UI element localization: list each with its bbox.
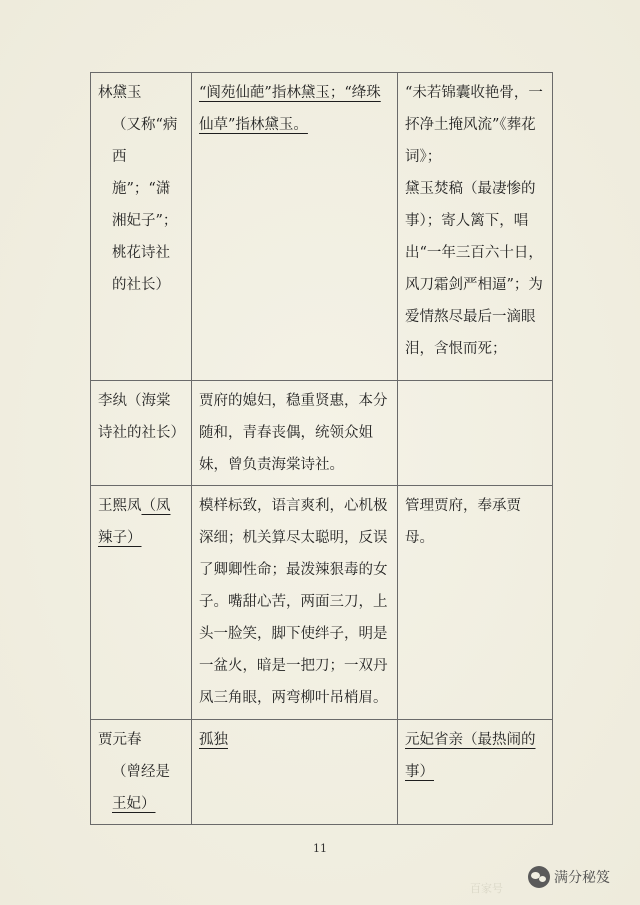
deeds-cell [398, 486, 553, 720]
deeds-text: 黛玉焚稿（最凄惨的事）；寄人篱下，唱出“一年三百六十日，风刀霜剑严相逼”；为爱情熬尽最后一滴眼泪，含恨而死； [405, 181, 543, 357]
character-cell [91, 720, 192, 825]
character-name: 李纨（海棠诗社的社长） [98, 393, 185, 441]
character-cell [91, 381, 192, 486]
deeds-text: 管理贾府，奉承贾母。 [405, 498, 521, 546]
table-row [91, 73, 553, 381]
deeds-text: 元妃省亲（最热闹的事） [405, 732, 536, 780]
traits-cell [192, 720, 398, 825]
traits-text: “阆苑仙葩”指林黛玉；“绛珠仙草”指林黛玉。 [199, 85, 381, 133]
character-alias: （又称“病西施”；“潇湘妃子”；桃花诗社的社长） [112, 117, 178, 293]
character-cell [91, 486, 192, 720]
table-row [91, 486, 553, 720]
deeds-text: “未若锦囊收艳骨，一抔净土掩风流”《葬花词》； [405, 85, 543, 165]
character-cell [91, 73, 192, 381]
faint-watermark: 百家号 [470, 882, 503, 895]
traits-text: 模样标致，语言爽利，心机极深细；机关算尽太聪明，反误了卿卿性命；最泼辣狠毒的女子。嘴甜心苦，两面三刀，上头一脸笑，脚下使绊子，明是一盆火，暗是一把刀；一双丹凤三角眼，两弯柳叶吊梢眉。 [199, 498, 388, 706]
traits-text: 贾府的媳妇，稳重贤惠，本分随和，青春丧偶，统领众姐妹，曾负责海棠诗社。 [199, 393, 388, 473]
character-table [90, 72, 553, 825]
traits-cell [192, 381, 398, 486]
traits-cell [192, 73, 398, 381]
table-row [91, 381, 553, 486]
character-alias: （凤辣子） [98, 498, 171, 546]
wechat-icon [528, 866, 550, 888]
character-alias: （曾经是 [112, 764, 170, 780]
character-name: 贾元春 [98, 732, 142, 748]
character-name: 王熙凤 [98, 498, 142, 514]
deeds-cell [398, 720, 553, 825]
deeds-cell [398, 381, 553, 486]
character-name: 林黛玉 [98, 85, 142, 101]
table-row [91, 720, 553, 825]
traits-cell [192, 486, 398, 720]
traits-text: 孤独 [199, 732, 228, 748]
page-number: 11 [313, 842, 327, 855]
deeds-cell [398, 73, 553, 381]
watermark [528, 864, 636, 890]
character-alias-underlined: 王妃） [112, 796, 156, 812]
watermark-text: 满分秘笈 [554, 870, 610, 886]
